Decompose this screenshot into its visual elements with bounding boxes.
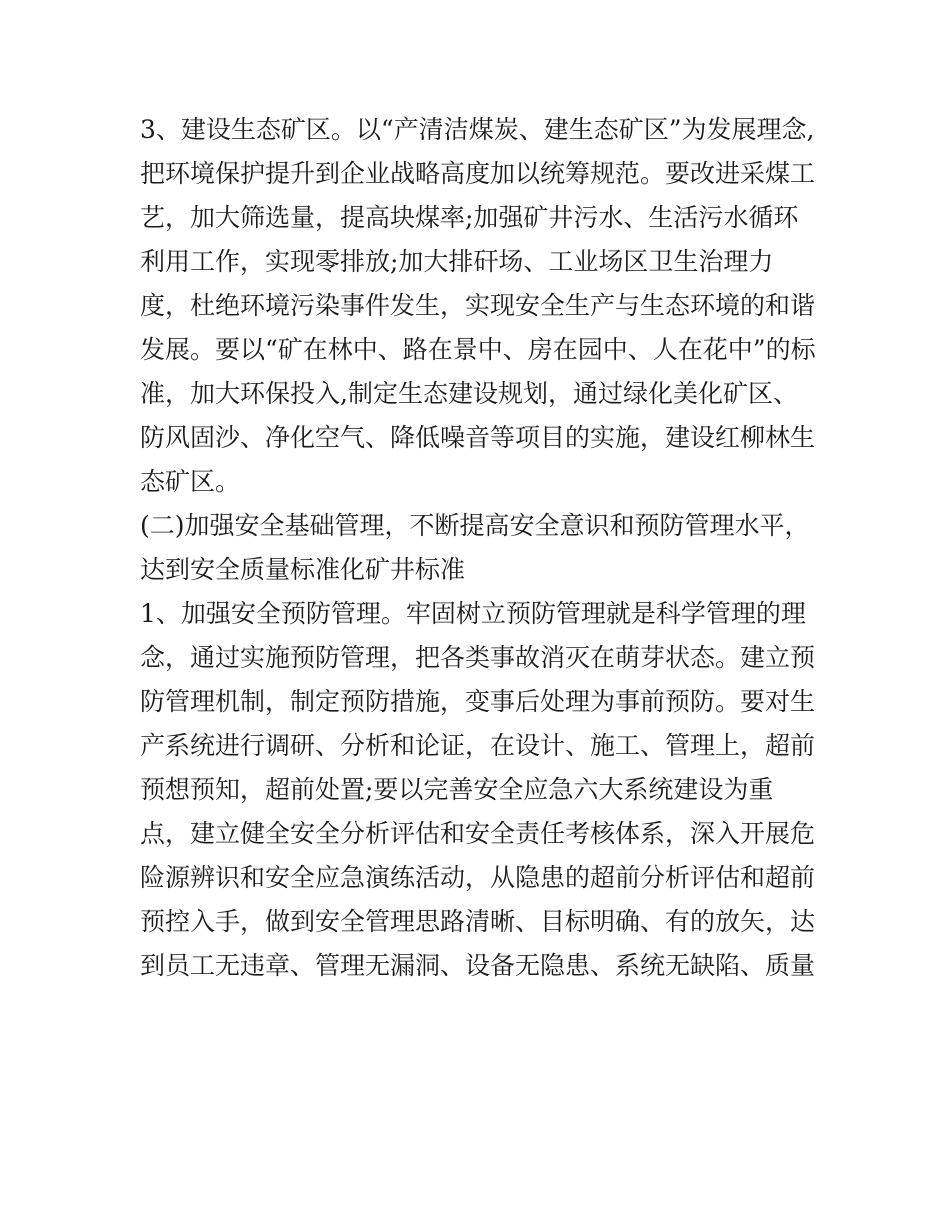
body-text <box>140 108 820 988</box>
text-line: 点，建立健全安全分析评估和安全责任考核体系，深入开展危 <box>140 819 816 848</box>
text-line: 预想预知，超前处置;要以完善安全应急六大系统建设为重 <box>140 775 774 804</box>
section-heading-line: (二)加强安全基础管理，不断提高安全意识和预防管理水平， <box>140 511 810 540</box>
section-heading-line: 达到安全质量标准化矿井标准 <box>140 555 466 584</box>
text-line: 准，加大环保投入,制定生态建设规划，通过绿化美化矿区、 <box>140 379 798 408</box>
text-line: 险源辨识和安全应急演练活动，从隐患的超前分析评估和超前 <box>140 863 816 892</box>
text-line: 预控入手，做到安全管理思路清晰、目标明确、有的放矢，达 <box>140 907 816 936</box>
text-line: 利用工作，实现零排放;加大排矸场、工业场区卫生治理力 <box>140 247 774 276</box>
text-line: 念，通过实施预防管理，把各类事故消灭在萌芽状态。建立预 <box>140 643 816 672</box>
text-line: 防管理机制，制定预防措施，变事后处理为事前预防。要对生 <box>140 687 816 716</box>
text-line: 到员工无违章、管理无漏洞、设备无隐患、系统无缺陷、质量 <box>140 951 816 980</box>
text-line: 态矿区。 <box>140 467 241 496</box>
text-line: 把环境保护提升到企业战略高度加以统筹规范。要改进采煤工 <box>140 159 816 188</box>
text-line: 1、加强安全预防管理。牢固树立预防管理就是科学管理的理 <box>140 599 806 628</box>
text-line: 产系统进行调研、分析和论证，在设计、施工、管理上，超前 <box>140 731 816 760</box>
text-line: 防风固沙、净化空气、降低噪音等项目的实施，建设红柳林生 <box>140 423 816 452</box>
text-line: 艺，加大筛选量，提高块煤率;加强矿井污水、生活污水循环 <box>140 203 799 232</box>
text-line: 3、建设生态矿区。以“产清洁煤炭、建生态矿区”为发展理念, <box>140 115 815 144</box>
text-line: 发展。要以“矿在林中、路在景中、房在园中、人在花中”的标 <box>140 335 816 364</box>
text-line: 度，杜绝环境污染事件发生，实现安全生产与生态环境的和谐 <box>140 291 816 320</box>
